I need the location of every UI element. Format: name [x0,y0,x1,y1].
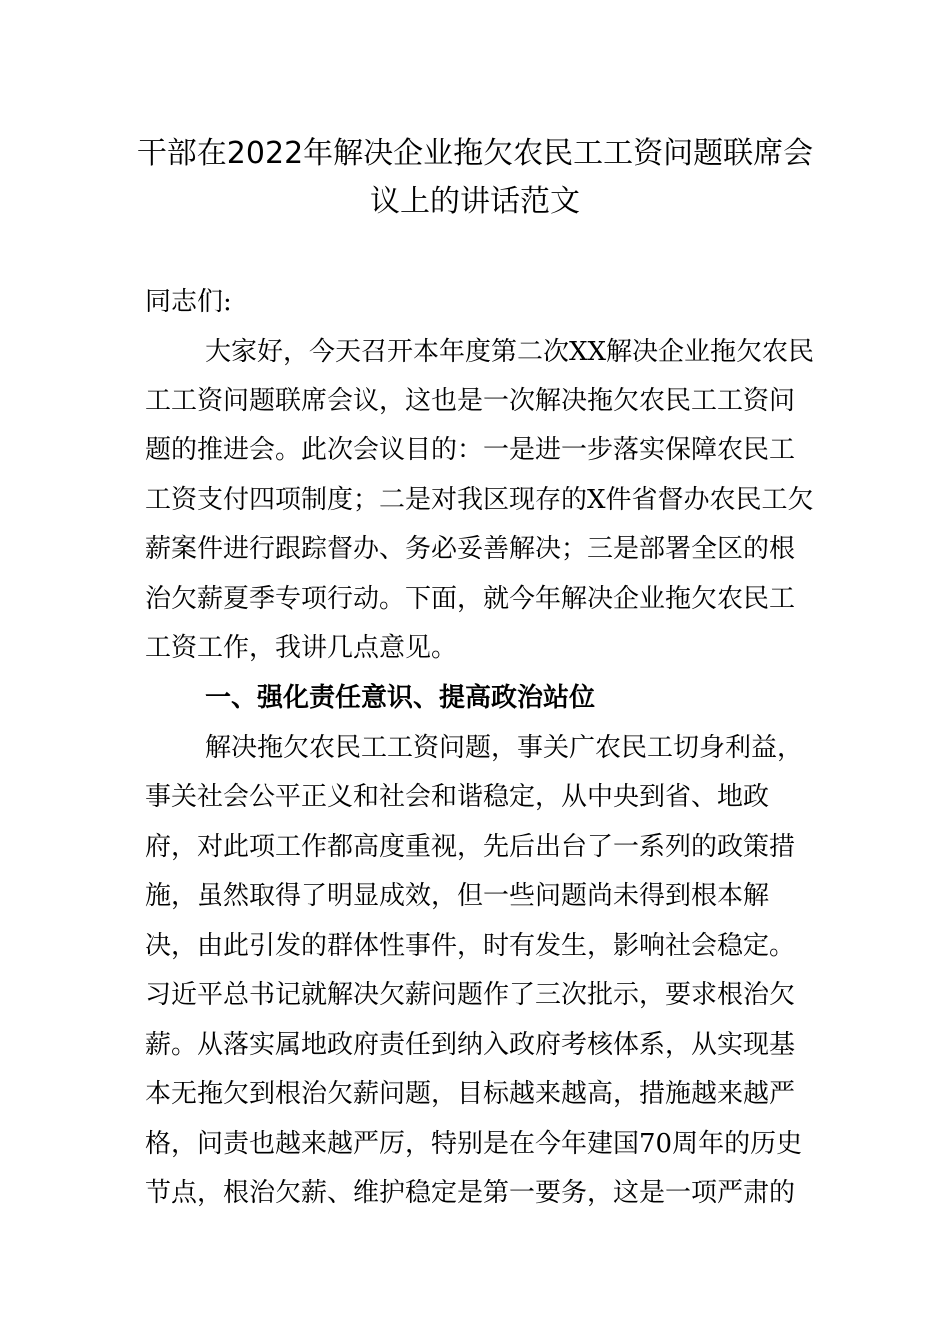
section-body-line: 施，虽然取得了明显成效，但一些问题尚未得到根本解 [145,881,770,911]
section-body-line: 格，问责也越来越严厉，特别是在今年建国70周年的历史 [145,1129,803,1159]
intro-line: 大家好，今天召开本年度第二次XX解决企业拖欠农民 [205,337,815,367]
section-body-line: 本无拖欠到根治欠薪问题，目标越来越高，措施越来越严 [145,1079,796,1109]
intro-line: 薪案件进行跟踪督办、务必妥善解决；三是部署全区的根 [145,534,796,564]
intro-line: 工工资问题联席会议，这也是一次解决拖欠农民工工资问 [145,386,796,416]
salutation: 同志们: [145,287,232,317]
section-body-line: 府，对此项工作都高度重视，先后出台了一系列的政策措 [145,832,796,862]
section-body-line: 事关社会公平正义和社会和谐稳定，从中央到省、地政 [145,782,770,812]
section-body-line: 习近平总书记就解决欠薪问题作了三次批示，要求根治欠 [145,980,796,1010]
intro-line: 治欠薪夏季专项行动。下面，就今年解决企业拖欠农民工 [145,584,796,614]
intro-line: 工资工作，我讲几点意见。 [145,633,458,663]
section-heading: 一、强化责任意识、提高政治站位 [205,683,596,713]
section-body-line: 解决拖欠农民工工资问题，事关广农民工切身利益， [205,733,804,763]
section-body-line: 薪。从落实属地政府责任到纳入政府考核体系，从实现基 [145,1030,796,1060]
intro-line: 工资支付四项制度；二是对我区现存的X件省督办农民工欠 [145,485,814,515]
document-title-line-1: 干部在2022年解决企业拖欠农民工工资问题联席会 [136,136,814,171]
intro-line: 题的推进会。此次会议目的：一是进一步落实保障农民工 [145,435,796,465]
section-body-line: 决，由此引发的群体性事件，时有发生，影响社会稳定。 [145,931,796,961]
document-title-line-2: 议上的讲话范文 [370,184,580,219]
section-body-line: 节点，根治欠薪、维护稳定是第一要务，这是一项严肃的 [145,1178,796,1208]
